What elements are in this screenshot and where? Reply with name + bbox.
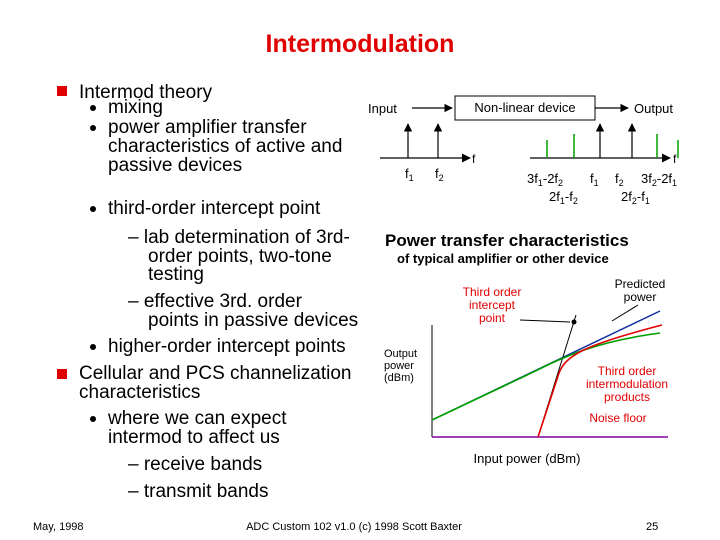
intercept-point-marker xyxy=(572,320,577,325)
f2-label: $f_2$ xyxy=(435,166,444,183)
predicted-power-label: Predicted power xyxy=(614,277,666,304)
footer-credit: ADC Custom 102 v1.0 (c) 1998 Scott Baxter xyxy=(246,521,462,533)
output-power-axis-label: Output power (dBm) xyxy=(384,348,418,384)
bullet-text: third-order intercept point xyxy=(108,198,321,219)
predicted-power-pointer xyxy=(612,305,638,321)
bullet-text: points in passive devices xyxy=(148,310,359,331)
footer-date: May, 1998 xyxy=(33,521,84,533)
output-label: Output xyxy=(634,101,674,116)
bullet-text: power amplifier transfer xyxy=(108,117,307,138)
round-bullet-icon xyxy=(90,125,96,131)
label-f1: $f_1$ xyxy=(590,171,599,188)
bullet-text: mixing xyxy=(108,97,163,118)
bullet-text: Intermod theory xyxy=(79,82,213,103)
slide-title: Intermodulation xyxy=(265,30,455,58)
bullet-text: characteristics xyxy=(79,382,201,403)
bullet-text: – receive bands xyxy=(128,454,263,475)
square-bullet-icon xyxy=(57,86,67,96)
round-bullet-icon xyxy=(90,416,96,422)
round-bullet-icon xyxy=(90,344,96,350)
third-order-intercept-label: Third order intercept point xyxy=(462,285,522,325)
bullet-text: order points, two-tone xyxy=(148,246,332,267)
noise-floor-label: Noise floor xyxy=(589,411,647,425)
nonlinear-device-label: Non-linear device xyxy=(474,100,576,115)
bullet-text: passive devices xyxy=(108,155,243,176)
spectrum-diagram xyxy=(360,90,720,220)
label-2f2-f1: $2f_2-f_1$ xyxy=(621,189,650,206)
input-label: Input xyxy=(368,101,397,116)
bullet-text: – transmit bands xyxy=(128,481,269,502)
round-bullet-icon xyxy=(90,206,96,212)
bullet-text: characteristics of active and xyxy=(108,136,343,157)
round-bullet-icon xyxy=(90,105,96,111)
bullet-text: testing xyxy=(148,264,204,285)
label-2f1-f2: $2f_1-f_2$ xyxy=(549,189,578,206)
label-3f2-2f1: $3f_2-2f_1$ xyxy=(641,171,678,188)
bullet-text: intermod to affect us xyxy=(108,427,280,448)
square-bullet-icon xyxy=(57,369,67,379)
bullet-text: Cellular and PCS channelization xyxy=(79,363,352,384)
bullet-text: higher-order intercept points xyxy=(108,336,346,357)
bullet-text: – effective 3rd. order xyxy=(128,291,302,312)
third-order-products-label: Third order intermodulation products xyxy=(585,364,669,404)
freq-axis-label: f xyxy=(673,152,677,166)
power-transfer-chart xyxy=(370,225,715,475)
label-3f1-2f2: $3f_1-2f_2$ xyxy=(527,171,564,188)
bullet-text: – lab determination of 3rd- xyxy=(128,227,350,248)
label-f2: $f_2$ xyxy=(615,171,624,188)
input-power-axis-label: Input power (dBm) xyxy=(473,451,581,466)
f1-label: $f_1$ xyxy=(405,166,414,183)
intercept-pointer xyxy=(520,320,570,322)
freq-axis-label: f xyxy=(472,152,476,166)
bullet-text: where we can expect xyxy=(108,408,287,429)
footer-page-number: 25 xyxy=(646,521,659,533)
power-chart-subtitle: of typical amplifier or other device xyxy=(397,251,609,266)
power-chart-title: Power transfer characteristics xyxy=(385,231,629,250)
